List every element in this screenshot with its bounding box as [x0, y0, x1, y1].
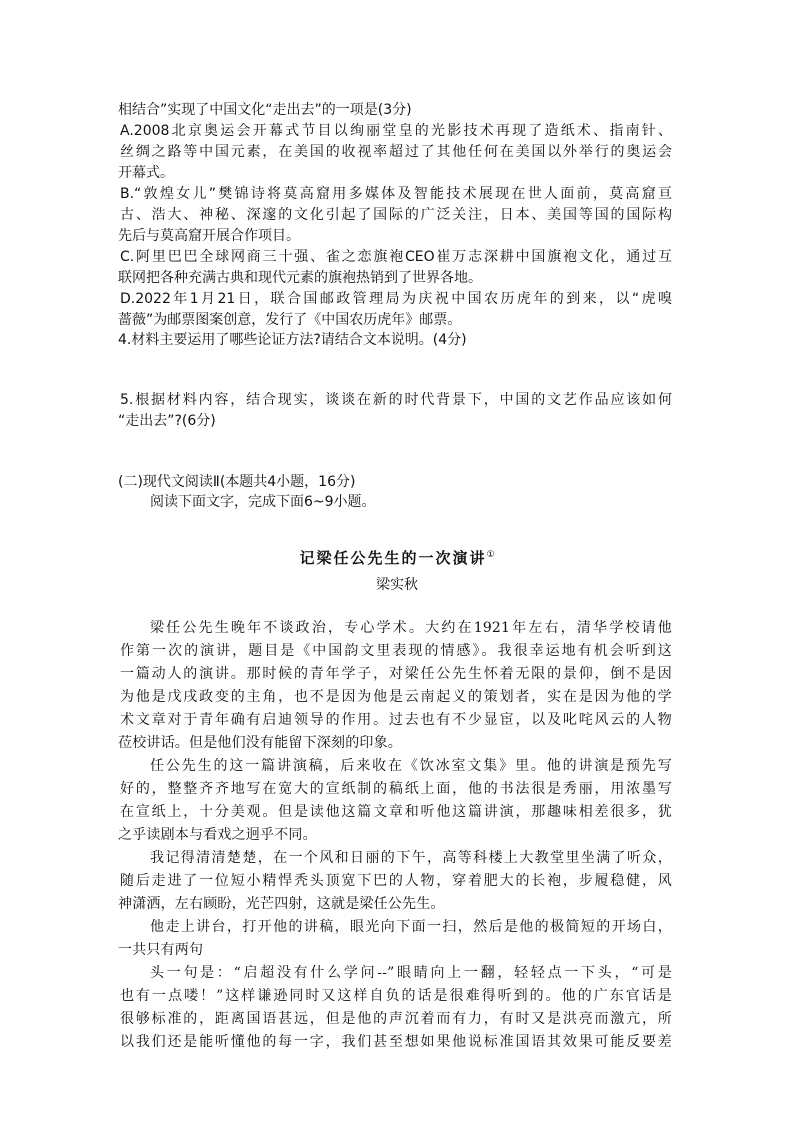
paragraph-1-line5: 术文章对于青年确有启迪领导的作用。过去也有不少显宦，以及叱咤风云的人物 — [120, 712, 672, 728]
q3-stem-tail: 相结合”实现了中国文化“走出去”的一项是(3分) — [118, 102, 412, 118]
paragraph-5-line4: 以我们还是能听懂他的每一字，我们甚至想如果他说标准国语其效果可能反要差 — [120, 1034, 672, 1050]
q3-option-b-line3: 先后与莫高窟开展合作项目。 — [118, 228, 300, 244]
section-heading: (二)现代文阅读Ⅱ(本题共4小题，16分) — [118, 474, 356, 490]
q3-option-d-line2: 蔷薇”为邮票图案创意，发行了《中国农历虎年》邮票。 — [118, 312, 462, 328]
paragraph-2-line4: 之乎读剧本与看戏之迥乎不同。 — [118, 827, 317, 843]
paragraph-2-line3: 在宣纸上，十分美观。但是读他这篇文章和听他这篇讲演，那趣味相差很多，犹 — [120, 804, 672, 820]
article-author: 梁实秋 — [376, 577, 418, 593]
paragraph-1-line2: 作第一次的演讲，题目是《中国韵文里表现的情感》。我很幸运地有机会听到这 — [120, 643, 672, 659]
paragraph-1-line3: 一篇动人的演讲。那时候的青年学子，对梁任公先生怀着无限的景仰，倒不是因 — [120, 666, 672, 682]
paragraph-2-line2: 好的，整整齐齐地写在宽大的宣纸制的稿纸上面，他的书法很是秀丽，用浓墨写 — [120, 781, 672, 797]
q3-option-b-line2: 古、浩大、神秘、深邃的文化引起了国际的广泛关注，日本、美国等国的国际构 — [120, 207, 672, 223]
q3-option-b-line1: B.“敦煌女儿”樊锦诗将莫高窟用多媒体及智能技术展现在世人面前，莫高窟亘 — [120, 186, 672, 202]
paragraph-3-line1: 我记得清清楚楚，在一个风和日丽的下午，高等科楼上大教堂里坐满了听众， — [150, 850, 672, 866]
q3-option-a-line1: A.2008北京奥运会开幕式节目以绚丽堂皇的光影技术再现了造纸术、指南针、 — [120, 123, 672, 139]
paragraph-4-line2: 一共只有两句 — [118, 942, 204, 958]
paragraph-2-line1: 任公先生的这一篇讲演稿，后来收在《饮冰室文集》里。他的讲演是预先写 — [150, 758, 672, 774]
paragraph-5-line2: 也有一点喽！”这样谦逊同时又这样自负的话是很难得听到的。他的广东官话是 — [120, 988, 672, 1004]
article-title-text: 记梁任公先生的一次演讲 — [299, 549, 487, 567]
article-title — [0, 545, 794, 568]
paragraph-4-line1: 他走上讲台，打开他的讲稿，眼光向下面一扫，然后是他的极简短的开场白， — [150, 919, 672, 935]
q3-option-c-line1: C.阿里巴巴全球网商三十强、雀之恋旗袍CEO崔万志深耕中国旗袍文化，通过互 — [120, 249, 672, 265]
q3-option-c-line2: 联网把各种充满古典和现代元素的旗袍热销到了世界各地。 — [118, 270, 482, 286]
q3-option-d-line1: D.2022年1月21日，联合国邮政管理局为庆祝中国农历虎年的到来，以“虎嗅 — [120, 291, 672, 307]
paragraph-1-line6: 莅校讲话。但是他们没有能留下深刻的印象。 — [118, 735, 402, 751]
footnote-marker: ① — [486, 550, 495, 560]
section-instruction: 阅读下面文字，完成下面6~9小题。 — [150, 494, 376, 510]
paragraph-1-line4: 为他是戊戌政变的主角，也不是因为他是云南起义的策划者，实在是因为他的学 — [120, 689, 672, 705]
question-5-line1: 5.根据材料内容，结合现实，谈谈在新的时代背景下，中国的文艺作品应该如何 — [120, 392, 672, 408]
paragraph-3-line2: 随后走进了一位短小精悍秃头顶宽下巴的人物，穿着肥大的长袍，步履稳健，风 — [120, 873, 672, 889]
question-5-line2: “走出去”?(6分) — [118, 413, 216, 429]
paragraph-5-line3: 很够标准的，距离国语甚远，但是他的声沉着而有力，有时又是洪亮而激亢，所 — [120, 1011, 672, 1027]
paragraph-3-line3: 神潇洒，左右顾盼，光芒四射，这就是梁任公先生。 — [118, 896, 445, 912]
paragraph-5-line1: 头一句是：“启超没有什么学问--”眼睛向上一翻，轻轻点一下头，“可是 — [150, 965, 672, 981]
q3-option-a-line3: 开幕式。 — [118, 165, 174, 181]
paragraph-1-line1: 梁任公先生晚年不谈政治，专心学术。大约在1921年左右，清华学校请他 — [150, 620, 672, 636]
question-4: 4.材料主要运用了哪些论证方法?请结合文本说明。(4分) — [118, 332, 467, 348]
q3-option-a-line2: 丝绸之路等中国元素，在美国的收视率超过了其他任何在美国以外举行的奥运会 — [120, 144, 672, 160]
